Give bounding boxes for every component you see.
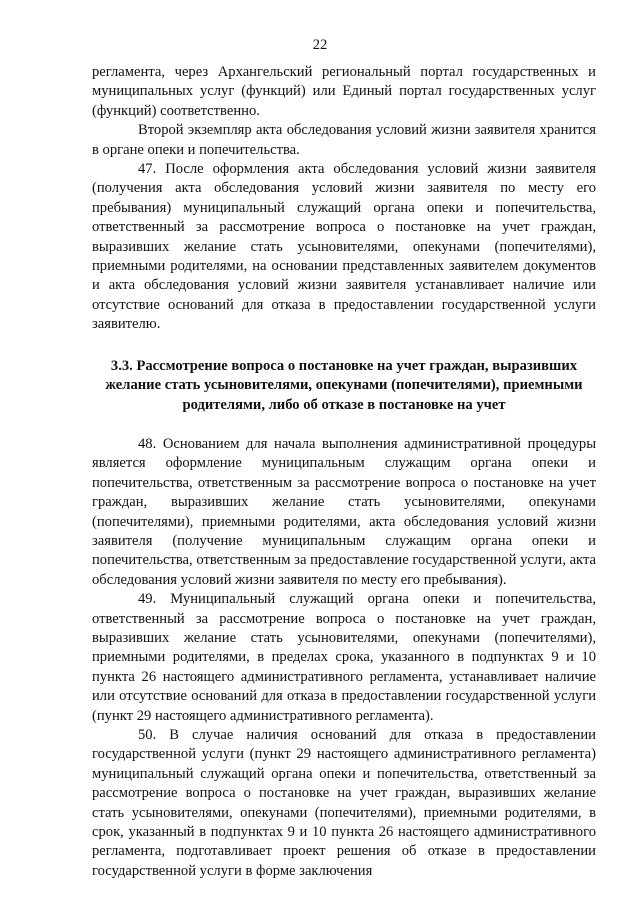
paragraphs-after-heading <box>92 435 596 881</box>
page-content <box>92 63 596 881</box>
paragraph: 47. После оформления акта обследования условий жизни заявителя (получения акта обследования условий жизни заявителя по месту его пребывания) муниципальный служащий органа опеки и попечительства, ответственный за рассмотрение вопроса о постановке на учет граждан, выразивших желание стать усыновителями, опекунами (попечителями), приемными родителями, на основании представленных заявителем документов и акта обследования условий жизни заявителя устанавливает наличие или отсутствие оснований для отказа в предоставлении государственной услуги заявителю. <box>92 161 596 333</box>
paragraph: 48. Основанием для начала выполнения административной процедуры является оформление муниципальным служащим органа опеки и попечительства, ответственным за рассмотрение вопроса о постановке на учет граждан, выразивших желание стать усыновителями, опекунами (попечителями), приемными родителями, акта обследования условий жизни заявителя (получение муниципальным служащим органа опеки и попечительства, ответственным за предоставление государственной услуги, акта обследования условий жизни заявителя по месту его пребывания). <box>92 435 596 588</box>
section-heading: 3.3. Рассмотрение вопроса о постановке на учет граждан, выразивших желание стать усыновителями, опекунами (попечителями), приемными родителями, либо об отказе в постановке на учет <box>105 357 583 413</box>
paragraph: регламента, через Архангельский региональный портал государственных и муниципальных услуг (функций) или Единый портал государственных услуг (функций) соответственно. <box>92 64 596 119</box>
paragraph: 50. В случае наличия оснований для отказа в предоставлении государственной услуги (пункт 29 настоящего административного регламента) муниципальный служащий органа опеки и попечительства, ответственный за рассмотрение вопроса о постановке на учет граждан, выразивших желание стать усыновителями, опекунами (попечителями), приемными родителями, в срок, указанный в подпунктах 9 и 10 пункта 26 настоящего административного регламента, подготавливает проект решения об отказе в предоставлении государственной услуги в форме заключения <box>92 727 596 879</box>
paragraph: Второй экземпляр акта обследования условий жизни заявителя хранится в органе опеки и попечительства. <box>92 122 596 158</box>
paragraph: 49. Муниципальный служащий органа опеки и попечительства, ответственный за рассмотрение вопроса о постановке на учет граждан, выразивших желание стать усыновителями, опекунами (попечителями), приемными родителями, в пределах срока, указанного в подпунктах 9 и 10 пункта 26 настоящего административного регламента, устанавливает наличие или отсутствие оснований для отказа в предоставлении государственной услуги (пункт 29 настоящего административного регламента). <box>92 591 596 724</box>
paragraphs-before-heading <box>92 63 596 335</box>
page-number: 22 <box>312 37 328 53</box>
